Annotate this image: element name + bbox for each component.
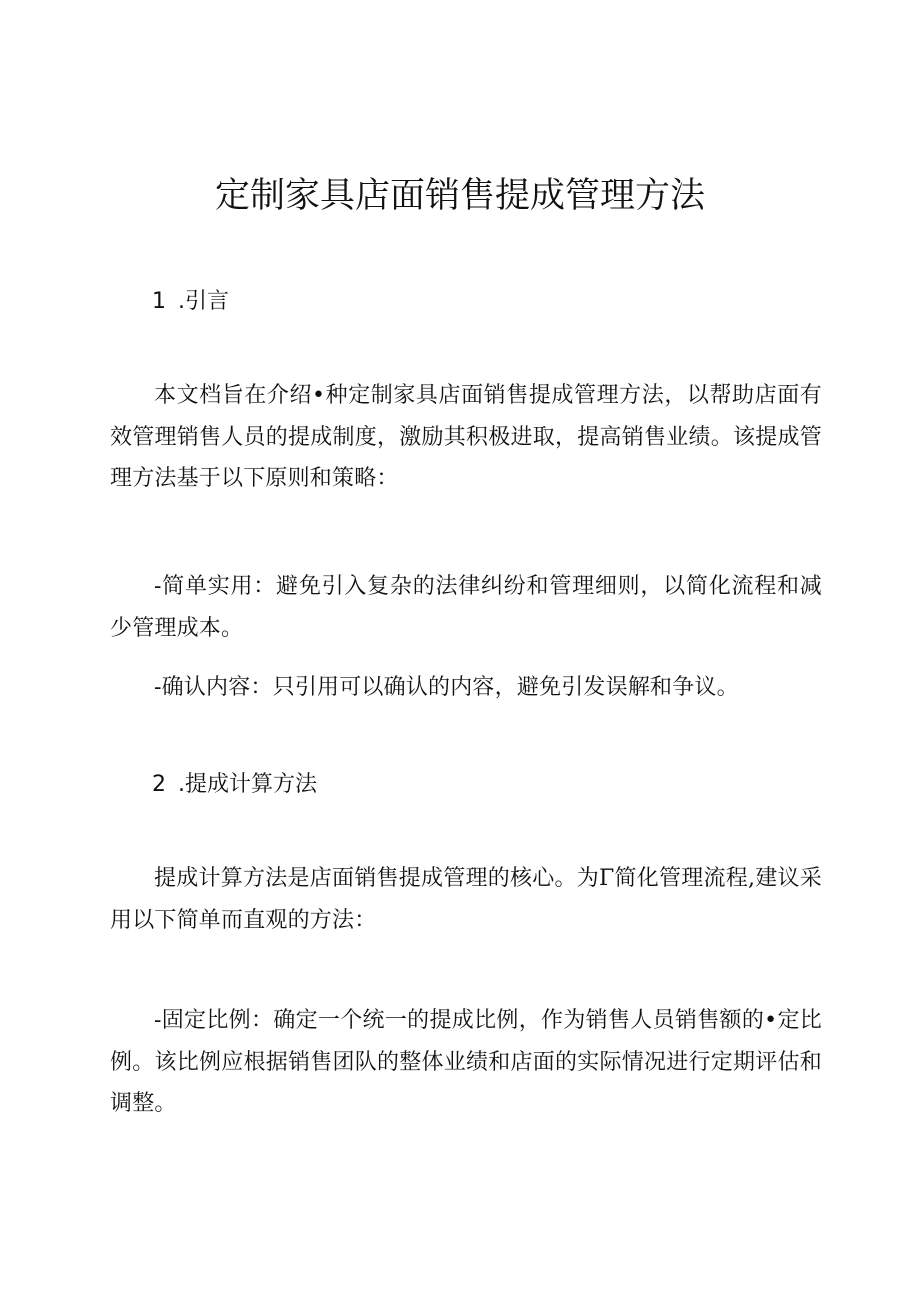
principle-simple-practical: -简单实用：避免引入复杂的法律纠纷和管理细则，以简化流程和减少管理成本。 — [110, 574, 822, 641]
intro-paragraph: 本文档旨在介绍•种定制家具店面销售提成管理方法，以帮助店面有效管理销售人员的提成制度，激励其积极进取，提高销售业绩。该提成管理方法基于以下原则和策略： — [110, 383, 822, 491]
section-heading-calculation — [152, 770, 317, 800]
document-title: 定制家具店面销售提成管理方法 — [214, 176, 705, 216]
section-heading-text: .引言 — [178, 289, 229, 314]
section-heading-introduction — [152, 287, 229, 317]
section-number: 1 — [152, 289, 166, 314]
method-fixed-ratio: -固定比例：确定一个统一的提成比例，作为销售人员销售额的•定比例。该比例应根据销售团队的整体业绩和店面的实际情况进行定期评估和调整。 — [110, 1008, 822, 1116]
section-heading-text: .提成计算方法 — [178, 772, 317, 797]
principle-confirm-content: -确认内容：只引用可以确认的内容，避免引发误解和争议。 — [154, 675, 739, 700]
calculation-intro-paragraph: 提成计算方法是店面销售提成管理的核心。为Γ简化管理流程,建议采用以下简单而直观的方法： — [110, 866, 822, 933]
section-number: 2 — [152, 772, 166, 797]
